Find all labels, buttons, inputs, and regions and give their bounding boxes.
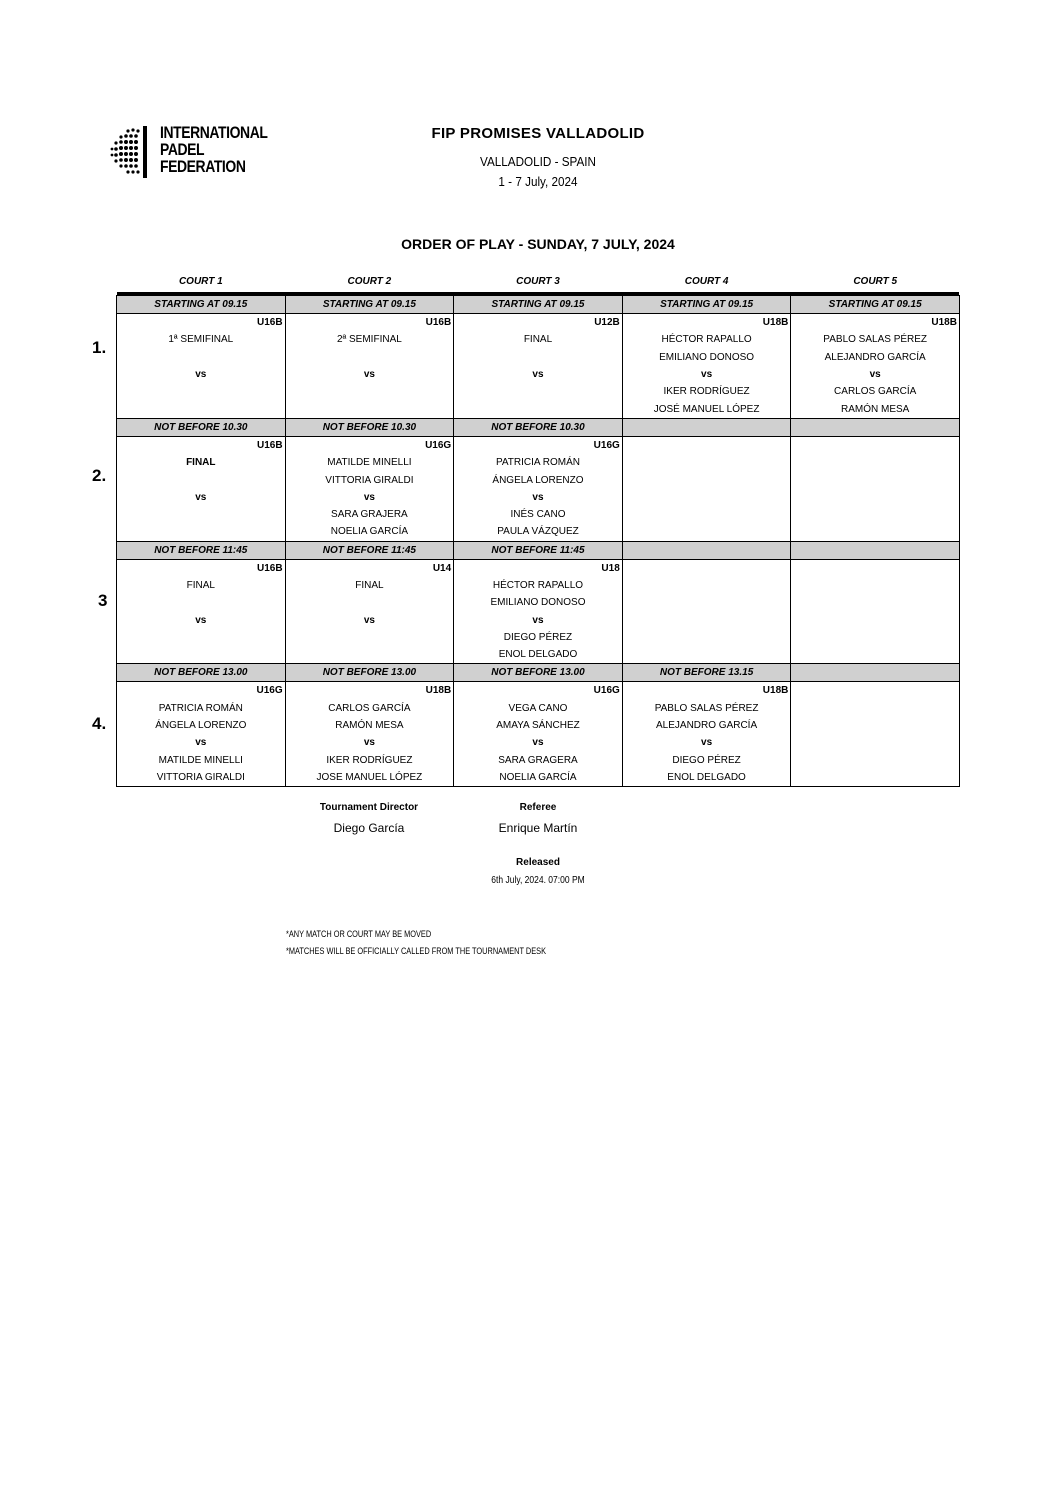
released-info bbox=[438, 857, 638, 886]
player-name: MATILDE MINELLI bbox=[285, 454, 454, 471]
player-name bbox=[791, 611, 960, 628]
player-name bbox=[117, 471, 286, 488]
player-name bbox=[117, 646, 286, 664]
released-value: 6th July, 2024. 07:00 PM bbox=[491, 875, 585, 886]
start-time: STARTING AT 09.15 bbox=[454, 296, 623, 314]
versus-label: vs bbox=[285, 489, 454, 506]
player-name bbox=[285, 629, 454, 646]
category-label: U16G bbox=[454, 436, 623, 454]
player-name bbox=[622, 489, 791, 506]
player-name: RAMÓN MESA bbox=[791, 400, 960, 418]
padel-ball-logo-icon bbox=[106, 122, 156, 184]
player-name bbox=[454, 400, 623, 418]
player-name: 1ª SEMIFINAL bbox=[117, 331, 286, 348]
player-name bbox=[791, 717, 960, 734]
player-name bbox=[117, 400, 286, 418]
category-label: U16B bbox=[117, 436, 286, 454]
player-name bbox=[622, 629, 791, 646]
referee-name: Enrique Martín bbox=[498, 821, 578, 835]
player-name bbox=[622, 646, 791, 664]
player-name bbox=[622, 471, 791, 488]
category-label: U14 bbox=[285, 559, 454, 577]
referee-role: Referee bbox=[519, 802, 557, 813]
start-time bbox=[791, 418, 960, 436]
player-name bbox=[791, 646, 960, 664]
versus-label: vs bbox=[454, 489, 623, 506]
start-time: STARTING AT 09.15 bbox=[117, 296, 286, 314]
player-name bbox=[791, 454, 960, 471]
player-name: SARA GRAJERA bbox=[285, 506, 454, 523]
player-name: AMAYA SÁNCHEZ bbox=[454, 717, 623, 734]
category-label: U18 bbox=[454, 559, 623, 577]
category-label: U18B bbox=[622, 682, 791, 700]
versus-label: vs bbox=[285, 611, 454, 628]
referee bbox=[458, 802, 618, 835]
category-label: U16B bbox=[117, 314, 286, 332]
category-label bbox=[791, 436, 960, 454]
player-name: FINAL bbox=[285, 577, 454, 594]
player-name bbox=[454, 349, 623, 366]
player-name bbox=[117, 383, 286, 400]
footnote: *MATCHES WILL BE OFFICIALLY CALLED FROM THE TOURNAMENT DESK bbox=[286, 946, 547, 956]
match-line-row bbox=[117, 366, 960, 383]
court-header: COURT 5 bbox=[853, 276, 898, 287]
category-label: U12B bbox=[454, 314, 623, 332]
player-name bbox=[622, 454, 791, 471]
tournament-dates: 1 - 7 July, 2024 bbox=[498, 174, 578, 189]
match-line-row bbox=[117, 594, 960, 611]
player-name: VITTORIA GIRALDI bbox=[285, 471, 454, 488]
start-time: NOT BEFORE 13.00 bbox=[117, 664, 286, 682]
start-time: NOT BEFORE 13.15 bbox=[622, 664, 791, 682]
match-line-row bbox=[117, 646, 960, 664]
category-label: U18B bbox=[622, 314, 791, 332]
category-label bbox=[622, 436, 791, 454]
start-time: STARTING AT 09.15 bbox=[285, 296, 454, 314]
category-row bbox=[117, 314, 960, 332]
player-name bbox=[791, 700, 960, 717]
time-row bbox=[117, 296, 960, 314]
match-line-row bbox=[117, 489, 960, 506]
round-number: 2. bbox=[92, 466, 107, 485]
player-name bbox=[622, 577, 791, 594]
start-time: NOT BEFORE 11:45 bbox=[285, 541, 454, 559]
category-label: U16G bbox=[454, 682, 623, 700]
player-name bbox=[791, 489, 960, 506]
released-label: Released bbox=[516, 857, 560, 868]
court-header: COURT 1 bbox=[178, 276, 223, 287]
director-role: Tournament Director bbox=[319, 802, 419, 813]
player-name: DIEGO PÉREZ bbox=[622, 752, 791, 769]
start-time bbox=[791, 541, 960, 559]
start-time: NOT BEFORE 11:45 bbox=[454, 541, 623, 559]
versus-label: vs bbox=[117, 734, 286, 751]
player-name: IKER RODRÍGUEZ bbox=[285, 752, 454, 769]
player-name bbox=[622, 506, 791, 523]
player-name bbox=[791, 594, 960, 611]
player-name: CARLOS GARCÍA bbox=[285, 700, 454, 717]
player-name: VITTORIA GIRALDI bbox=[117, 769, 286, 787]
match-line-row bbox=[117, 752, 960, 769]
logo-wordmark: INTERNATIONAL PADEL FEDERATION bbox=[160, 123, 268, 176]
player-name: PATRICIA ROMÁN bbox=[117, 700, 286, 717]
match-line-row bbox=[117, 734, 960, 751]
category-label: U18B bbox=[285, 682, 454, 700]
round-number: 3 bbox=[98, 591, 108, 610]
match-line-row bbox=[117, 471, 960, 488]
match-line-row bbox=[117, 769, 960, 787]
player-name bbox=[454, 383, 623, 400]
player-name: PATRICIA ROMÁN bbox=[454, 454, 623, 471]
match-line-row bbox=[117, 577, 960, 594]
footnote: *ANY MATCH OR COURT MAY BE MOVED bbox=[286, 929, 432, 939]
player-name bbox=[285, 594, 454, 611]
player-name: SARA GRAGERA bbox=[454, 752, 623, 769]
player-name bbox=[622, 594, 791, 611]
match-line-row bbox=[117, 506, 960, 523]
match-line-row bbox=[117, 611, 960, 628]
category-row bbox=[117, 682, 960, 700]
category-label bbox=[791, 682, 960, 700]
schedule-table bbox=[116, 271, 960, 787]
player-name: ENOL DELGADO bbox=[622, 769, 791, 787]
versus-label: vs bbox=[622, 734, 791, 751]
player-name: EMILIANO DONOSO bbox=[622, 349, 791, 366]
player-name bbox=[791, 752, 960, 769]
start-time: STARTING AT 09.15 bbox=[791, 296, 960, 314]
category-label bbox=[622, 559, 791, 577]
player-name: FINAL bbox=[117, 454, 286, 471]
player-name: VEGA CANO bbox=[454, 700, 623, 717]
versus-label: vs bbox=[454, 611, 623, 628]
player-name: INÉS CANO bbox=[454, 506, 623, 523]
versus-label: vs bbox=[285, 734, 454, 751]
versus-label: vs bbox=[454, 366, 623, 383]
versus-label: vs bbox=[454, 734, 623, 751]
player-name: NOELIA GARCÍA bbox=[285, 523, 454, 541]
time-row bbox=[117, 664, 960, 682]
player-name: JOSÉ MANUEL LÓPEZ bbox=[622, 400, 791, 418]
match-line-row bbox=[117, 629, 960, 646]
tournament-director bbox=[289, 802, 449, 835]
player-name bbox=[791, 734, 960, 751]
player-name bbox=[117, 629, 286, 646]
category-label: U16G bbox=[285, 436, 454, 454]
player-name bbox=[622, 611, 791, 628]
match-line-row bbox=[117, 523, 960, 541]
category-label bbox=[791, 559, 960, 577]
player-name bbox=[285, 349, 454, 366]
versus-label: vs bbox=[285, 366, 454, 383]
category-label: U16G bbox=[117, 682, 286, 700]
player-name: ÁNGELA LORENZO bbox=[117, 717, 286, 734]
category-row bbox=[117, 436, 960, 454]
player-name bbox=[791, 523, 960, 541]
versus-label: vs bbox=[117, 611, 286, 628]
start-time: NOT BEFORE 10.30 bbox=[117, 418, 286, 436]
start-time bbox=[791, 664, 960, 682]
player-name bbox=[285, 646, 454, 664]
player-name: HÉCTOR RAPALLO bbox=[454, 577, 623, 594]
versus-label: vs bbox=[622, 366, 791, 383]
player-name bbox=[791, 769, 960, 787]
round-number: 1. bbox=[92, 338, 107, 357]
start-time: NOT BEFORE 11:45 bbox=[117, 541, 286, 559]
match-line-row bbox=[117, 717, 960, 734]
category-label: U16B bbox=[117, 559, 286, 577]
match-line-row bbox=[117, 349, 960, 366]
versus-label: vs bbox=[117, 489, 286, 506]
player-name bbox=[791, 471, 960, 488]
player-name: RAMÓN MESA bbox=[285, 717, 454, 734]
versus-label: vs bbox=[791, 366, 960, 383]
time-row bbox=[117, 418, 960, 436]
fip-logo bbox=[106, 122, 276, 184]
match-line-row bbox=[117, 331, 960, 348]
order-of-play-title: ORDER OF PLAY - SUNDAY, 7 JULY, 2024 bbox=[401, 236, 675, 252]
player-name: MATILDE MINELLI bbox=[117, 752, 286, 769]
player-name: CARLOS GARCÍA bbox=[791, 383, 960, 400]
start-time: NOT BEFORE 10.30 bbox=[285, 418, 454, 436]
player-name bbox=[117, 349, 286, 366]
start-time: NOT BEFORE 10.30 bbox=[454, 418, 623, 436]
player-name: PAULA VÁZQUEZ bbox=[454, 523, 623, 541]
player-name bbox=[117, 506, 286, 523]
round-number: 4. bbox=[92, 714, 107, 733]
player-name: DIEGO PÉREZ bbox=[454, 629, 623, 646]
player-name: ALEJANDRO GARCÍA bbox=[622, 717, 791, 734]
player-name: FINAL bbox=[454, 331, 623, 348]
player-name bbox=[791, 629, 960, 646]
tournament-location: VALLADOLID - SPAIN bbox=[480, 154, 596, 169]
court-header-row bbox=[117, 271, 960, 292]
player-name: IKER RODRÍGUEZ bbox=[622, 383, 791, 400]
match-line-row bbox=[117, 700, 960, 717]
player-name: ENOL DELGADO bbox=[454, 646, 623, 664]
player-name: ALEJANDRO GARCÍA bbox=[791, 349, 960, 366]
tournament-title: FIP PROMISES VALLADOLID bbox=[431, 125, 645, 142]
player-name: EMILIANO DONOSO bbox=[454, 594, 623, 611]
start-time bbox=[622, 541, 791, 559]
category-label: U16B bbox=[285, 314, 454, 332]
player-name: HÉCTOR RAPALLO bbox=[622, 331, 791, 348]
match-line-row bbox=[117, 400, 960, 418]
player-name bbox=[117, 523, 286, 541]
player-name bbox=[117, 594, 286, 611]
court-header: COURT 2 bbox=[347, 276, 392, 287]
player-name bbox=[791, 506, 960, 523]
player-name: PABLO SALAS PÉREZ bbox=[791, 331, 960, 348]
player-name bbox=[622, 523, 791, 541]
player-name bbox=[285, 400, 454, 418]
player-name: 2ª SEMIFINAL bbox=[285, 331, 454, 348]
category-label: U18B bbox=[791, 314, 960, 332]
court-header: COURT 4 bbox=[684, 276, 729, 287]
player-name bbox=[791, 577, 960, 594]
start-time: NOT BEFORE 13.00 bbox=[454, 664, 623, 682]
category-row bbox=[117, 559, 960, 577]
versus-label: vs bbox=[117, 366, 286, 383]
footnotes bbox=[286, 926, 546, 960]
player-name: NOELIA GARCÍA bbox=[454, 769, 623, 787]
player-name: PABLO SALAS PÉREZ bbox=[622, 700, 791, 717]
match-line-row bbox=[117, 454, 960, 471]
start-time: NOT BEFORE 13.00 bbox=[285, 664, 454, 682]
court-header: COURT 3 bbox=[516, 276, 560, 287]
player-name: JOSE MANUEL LÓPEZ bbox=[285, 769, 454, 787]
player-name bbox=[285, 383, 454, 400]
match-line-row bbox=[117, 383, 960, 400]
director-name: Diego García bbox=[333, 821, 405, 835]
start-time bbox=[622, 418, 791, 436]
player-name: ÁNGELA LORENZO bbox=[454, 471, 623, 488]
time-row bbox=[117, 541, 960, 559]
start-time: STARTING AT 09.15 bbox=[622, 296, 791, 314]
player-name: FINAL bbox=[117, 577, 286, 594]
